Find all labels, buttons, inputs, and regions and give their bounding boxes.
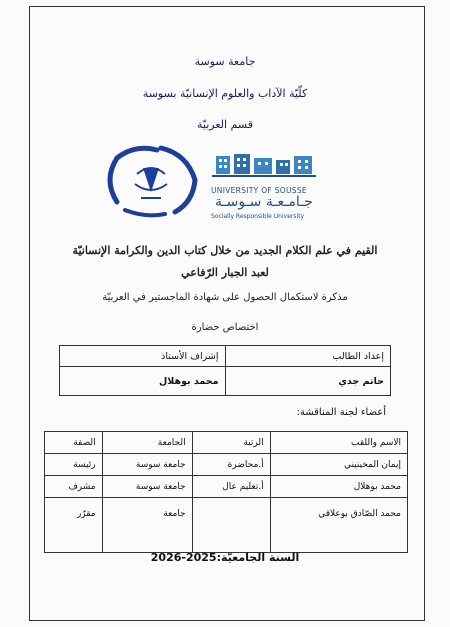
supervisor-name: محمد بوهلال [60,367,226,396]
thesis-title-line1: القيم في علم الكلام الجديد من خلال كتاب الدين والكرامة الإنسانيّة [72,244,378,257]
member-university: جامعة سوسة [102,454,192,476]
student-name: حاتم جدي [225,367,391,396]
member-name: محمد الصّادق بوعلاقي [270,498,407,553]
member-university: جامعة سوسة [102,476,192,498]
table-row [45,498,408,553]
member-rank [192,498,270,553]
member-role: رئيسة [45,454,103,476]
header-university: الجامعة [102,432,192,454]
university-logo-arabic: جـامـعـة سـوسـة [215,194,313,210]
committee-table [44,431,408,553]
university-logo-english: UNIVERSITY OF SOUSSE [211,186,307,195]
supervision-header-row [60,346,391,367]
university-logo-tagline: Socially Responsible University [211,213,305,220]
specialization: اختصاص حضارة [191,322,259,333]
header-role: الصفة [45,432,103,454]
member-university: جامعة [102,498,192,553]
member-name: محمد بوهلال [270,476,407,498]
committee-header-row [45,432,408,454]
student-header: إعداد الطالب [225,346,391,367]
academic-year: السنة الجامعيّة:2025-2026 [150,551,300,564]
member-rank: أ.تعليم عال [192,476,270,498]
faculty-logo [95,140,205,220]
member-rank: أ.محاضرة [192,454,270,476]
faculty-name: كلّيّة الآداب والعلوم الإنسانيّة بسوسة [142,87,308,100]
committee-label: أعضاء لجنة المناقشة: [296,407,386,418]
header-rank: الرتبة [192,432,270,454]
supervision-value-row [60,367,391,396]
supervisor-header: إشراف الأستاذ [60,346,226,367]
supervision-table [59,345,391,396]
member-name: إيمان المخينيني [270,454,407,476]
university-logo [210,154,335,224]
thesis-subtitle: مذكرة لاستكمال الحصول على شهادة الماجستير في العربيّة [102,292,348,303]
thesis-title-line2: لعبد الجبار الرّفاعي [181,266,269,279]
university-name: جامعة سوسة [194,55,256,68]
table-row [45,454,408,476]
department-name: قسم العربيّة [197,118,253,131]
member-role: مشرف [45,476,103,498]
header-name: الاسم واللقب [270,432,407,454]
table-row [45,476,408,498]
university-building-icon [210,154,335,186]
member-role: مقرّر [45,498,103,553]
